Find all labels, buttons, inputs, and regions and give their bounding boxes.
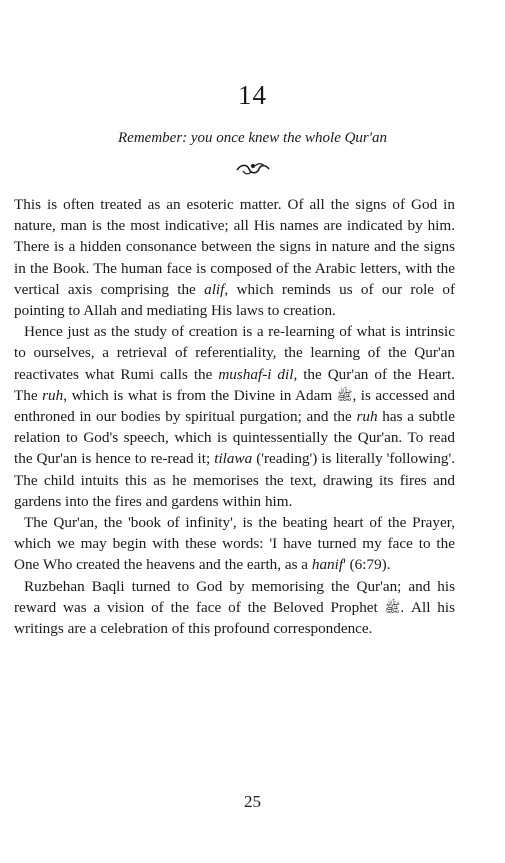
honorific-glyph: ﷺ xyxy=(384,599,401,615)
paragraph-3: The Qur'an, the 'book of infinity', is the beating heart of the Prayer, which we may begin with these words: 'I have turned my face to the One Who created the heavens and the earth, as a hanif' (6:79). xyxy=(14,514,455,574)
paragraph-1: This is often treated as an esoteric matter. Of all the signs of God in nature, man is the most indicative; all His names are indicated by him. There is a hidden consonance between the signs in nature and the signs in the Book. The human face is composed of the Arabic letters, with the vertical axis comprising the alif, which reminds us of our role of pointing to Allah and mediating His laws to creation. xyxy=(14,196,455,320)
ornament xyxy=(0,160,505,183)
paragraph-2: Hence just as the study of creation is a re-learning of what is intrinsic to ourselves, a retrieval of referentiality, the learning of the Qur'an reactivates what Rumi calls the mushaf-i dil, the Qur'an of the Heart. The ruh, which is what is from the Divine in Adam ﷺ, is accessed and enthroned in our bodies by spiritual purgation; and the ruh has a subtle relation to God's speech, which is quintessentially the Qur'an. To read the Qur'an is hence to re-read it; tilawa ('reading') is literally 'following'. The child intuits this as he memorises the text, drawing its fires and gardens into the fires and gardens within him. xyxy=(14,323,455,510)
paragraph-4: Ruzbehan Baqli turned to God by memorising the Qur'an; and his reward was a vision of the face of the Beloved Prophet ﷺ. All his writings are a celebration of this profound correspondence. xyxy=(14,577,456,638)
chapter-title: Remember: you once knew the whole Qur'an xyxy=(118,130,387,146)
chapter-number: 14 xyxy=(238,80,267,110)
honorific-glyph: ﷺ xyxy=(336,387,353,403)
fleuron-icon xyxy=(233,160,273,178)
body-text xyxy=(14,194,455,639)
page-number: 25 xyxy=(244,792,261,811)
